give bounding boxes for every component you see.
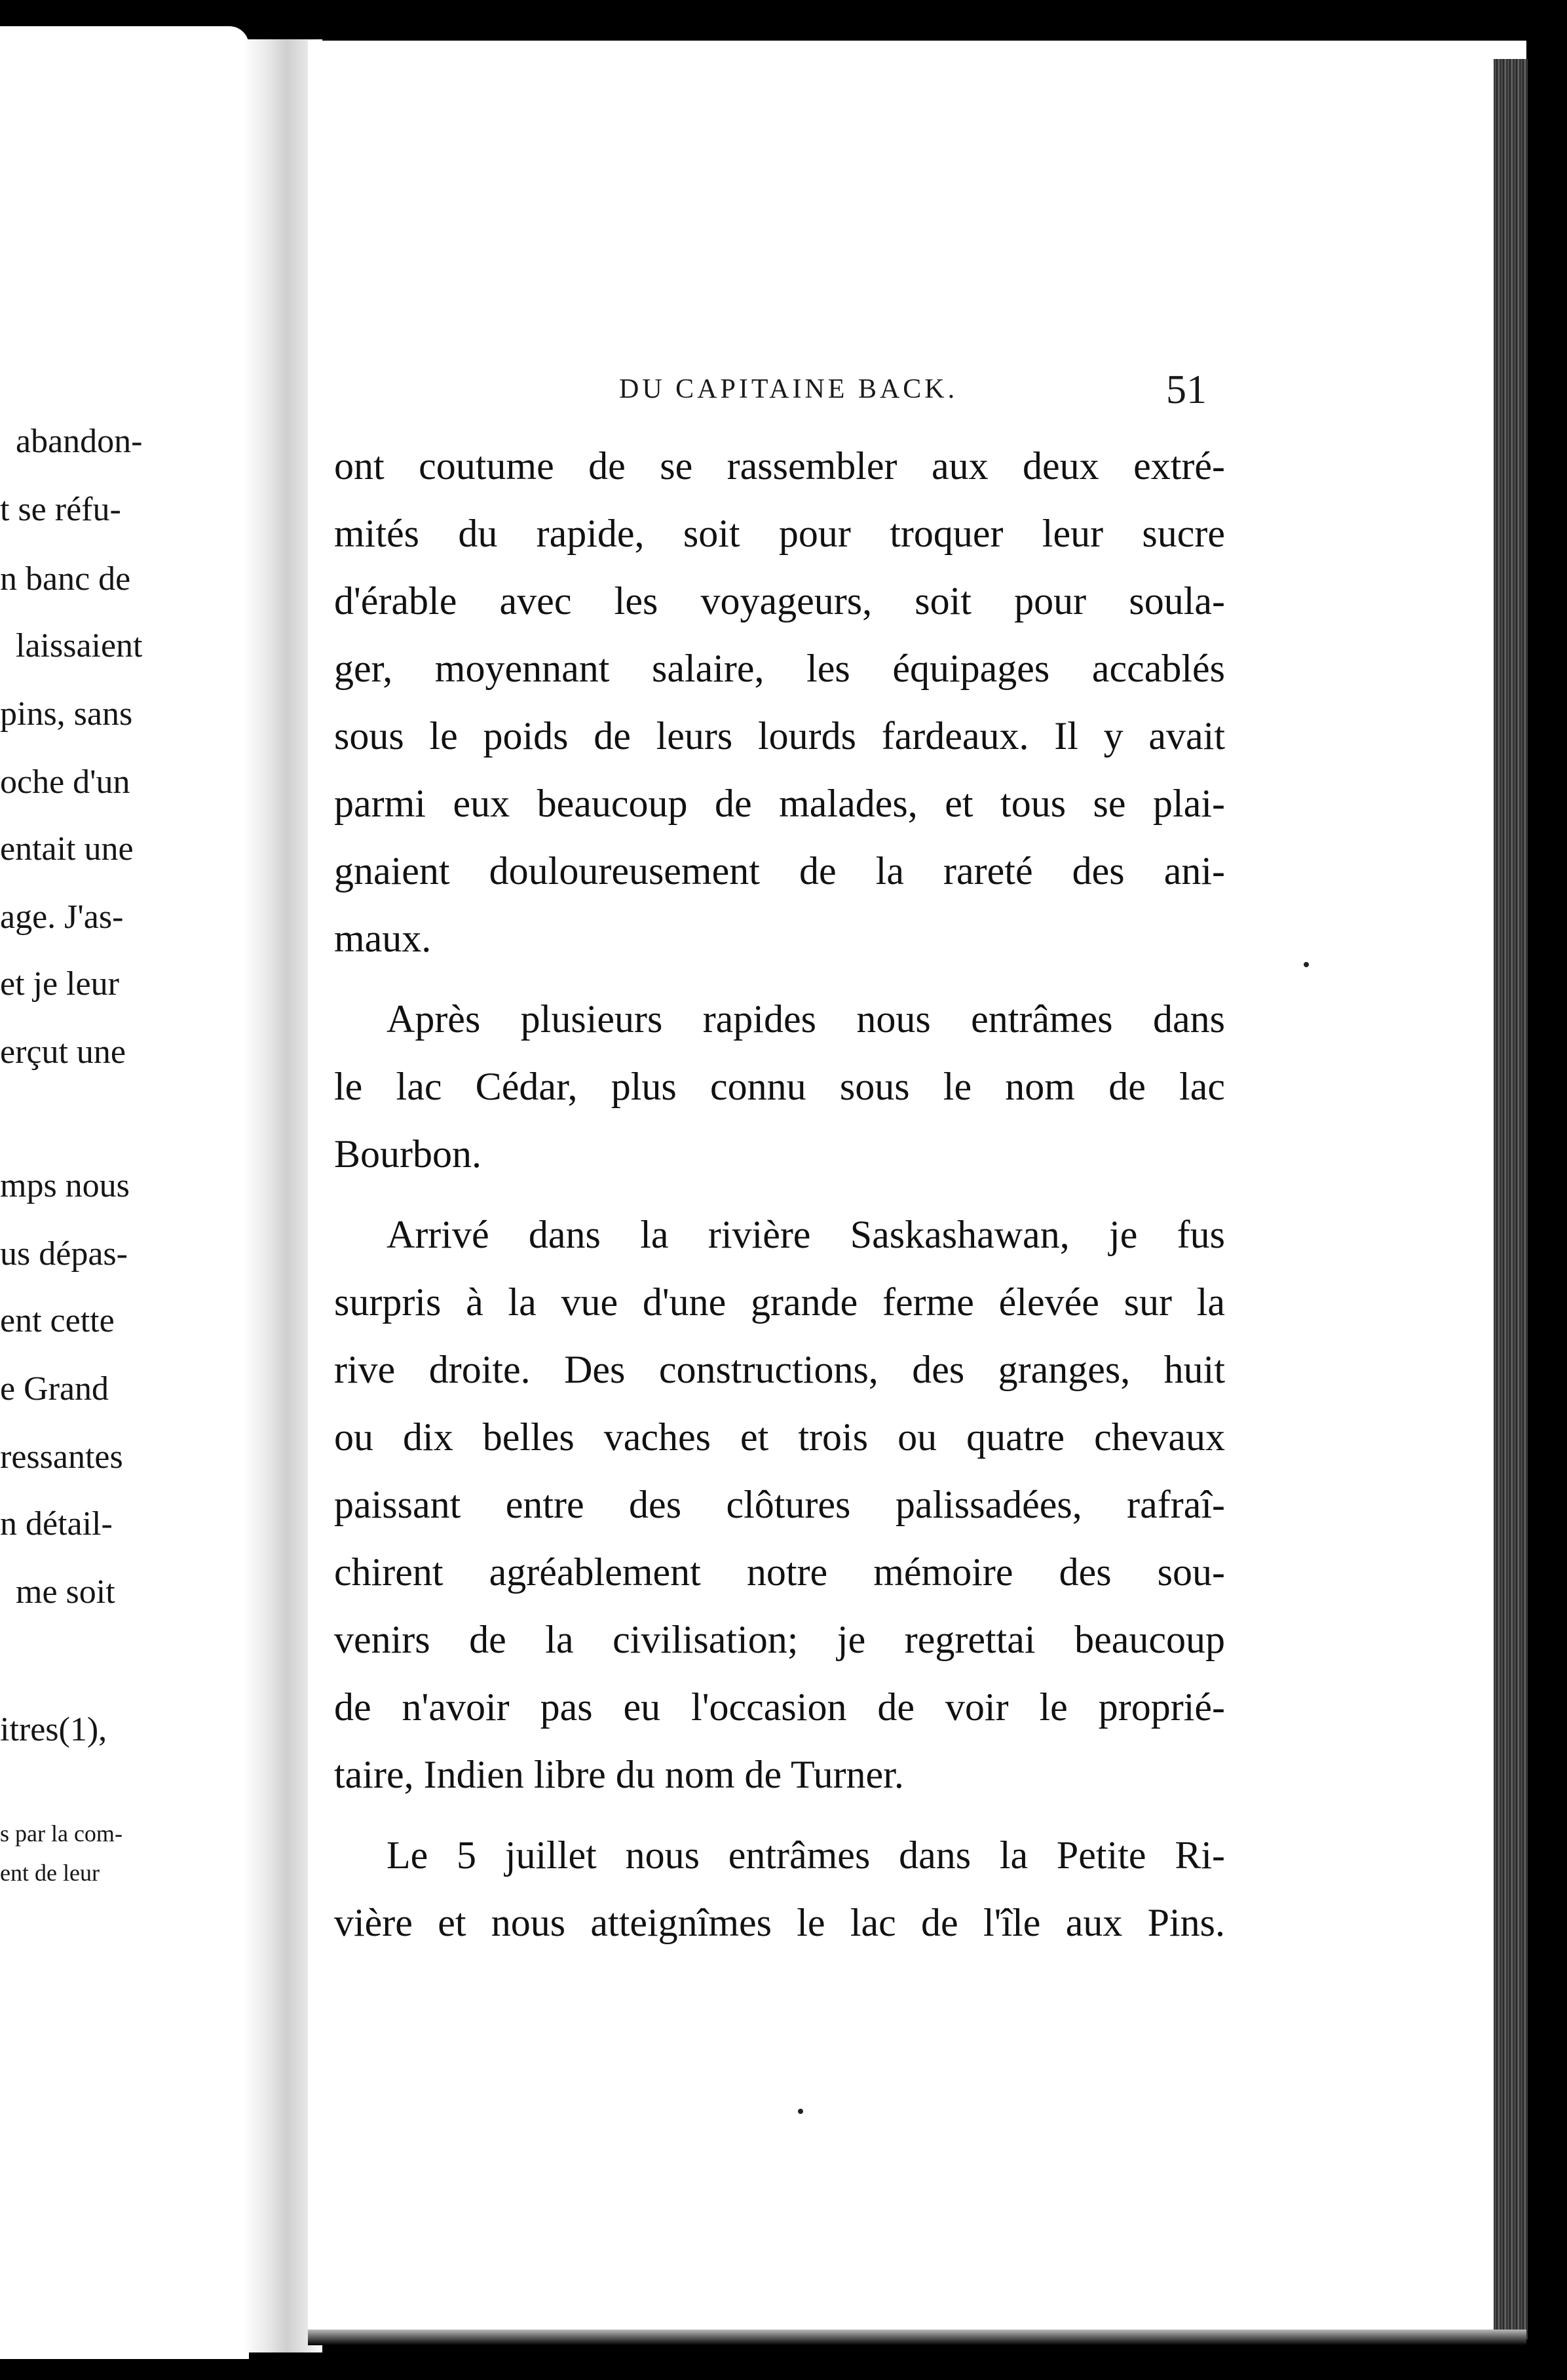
text-line: chirent agréablement notre mémoire des sou-	[334, 1550, 1225, 1594]
left-page-line: abandon-	[16, 423, 143, 460]
text-line: maux.	[334, 917, 432, 960]
text-line: Après plusieurs rapides nous entrâmes dans	[387, 997, 1225, 1041]
left-page-line: laissaient	[16, 627, 143, 664]
text-line: de n'avoir pas eu l'occasion de voir le proprié-	[334, 1685, 1225, 1729]
left-page-line: n détail-	[0, 1505, 113, 1543]
left-page-line: ressantes	[0, 1438, 123, 1476]
page-body	[334, 432, 1225, 1957]
text-line: vière et nous atteignîmes le lac de l'île aux Pins.	[334, 1901, 1225, 1944]
text-line: rive droite. Des constructions, des granges, huit	[334, 1348, 1225, 1391]
text-line: le lac Cédar, plus connu sous le nom de lac	[334, 1065, 1225, 1108]
left-page	[0, 26, 249, 2359]
left-page-line: n banc de	[0, 560, 131, 598]
running-head: DU CAPITAINE BACK.	[619, 374, 958, 404]
scan-speck	[1304, 962, 1309, 967]
page-number: 51	[1166, 368, 1207, 412]
scan-speck	[798, 2109, 803, 2114]
page-bottom-shadow	[308, 2330, 1526, 2345]
left-page-line: us dépas-	[0, 1235, 128, 1273]
text-line: mités du rapide, soit pour troquer leur sucre	[334, 512, 1225, 555]
left-page-line: erçut une	[0, 1033, 126, 1071]
paragraph-gap	[334, 972, 1225, 986]
text-line: d'érable avec les voyageurs, soit pour soula-	[334, 579, 1225, 623]
text-line: gnaient douloureusement de la rareté des ani-	[334, 849, 1225, 892]
text-line: Bourbon.	[334, 1132, 481, 1176]
left-page-line: e Grand	[0, 1370, 109, 1408]
left-page-line: mps nous	[0, 1167, 130, 1204]
text-line: sous le poids de leurs lourds fardeaux. Il y avait	[334, 714, 1225, 758]
left-page-line: oche d'un	[0, 763, 130, 801]
left-page-line: me soit	[16, 1573, 115, 1611]
left-page-line: t se réfu-	[0, 491, 121, 528]
text-line: ger, moyennant salaire, les équipages accablés	[334, 647, 1225, 690]
text-line: parmi eux beaucoup de malades, et tous se plai-	[334, 782, 1225, 825]
left-page-line: et je leur	[0, 965, 119, 1003]
paragraph-gap	[334, 1809, 1225, 1822]
text-line: Le 5 juillet nous entrâmes dans la Petite Ri-	[387, 1833, 1225, 1877]
text-line: taire, Indien libre du nom de Turner.	[334, 1753, 904, 1796]
paragraph-gap	[334, 1188, 1225, 1201]
left-page-footnote: s par la com-	[0, 1820, 123, 1847]
left-page-line: age. J'as-	[0, 898, 124, 936]
left-page-line: ent cette	[0, 1302, 115, 1339]
left-page-footnote: ent de leur	[0, 1860, 100, 1886]
text-line: ont coutume de se rassembler aux deux extré-	[334, 444, 1225, 488]
page-edges	[1494, 59, 1528, 2339]
left-page-line: entait une	[0, 830, 134, 868]
left-page-line: pins, sans	[0, 695, 133, 733]
left-page-line: itres(1),	[0, 1711, 107, 1748]
text-line: surpris à la vue d'une grande ferme élevée sur la	[334, 1280, 1225, 1324]
text-line: Arrivé dans la rivière Saskashawan, je fus	[387, 1213, 1225, 1256]
text-line: ou dix belles vaches et trois ou quatre chevaux	[334, 1415, 1225, 1459]
text-line: venirs de la civilisation; je regrettai beaucoup	[334, 1618, 1225, 1661]
text-line: paissant entre des clôtures palissadées, rafraî-	[334, 1483, 1225, 1526]
